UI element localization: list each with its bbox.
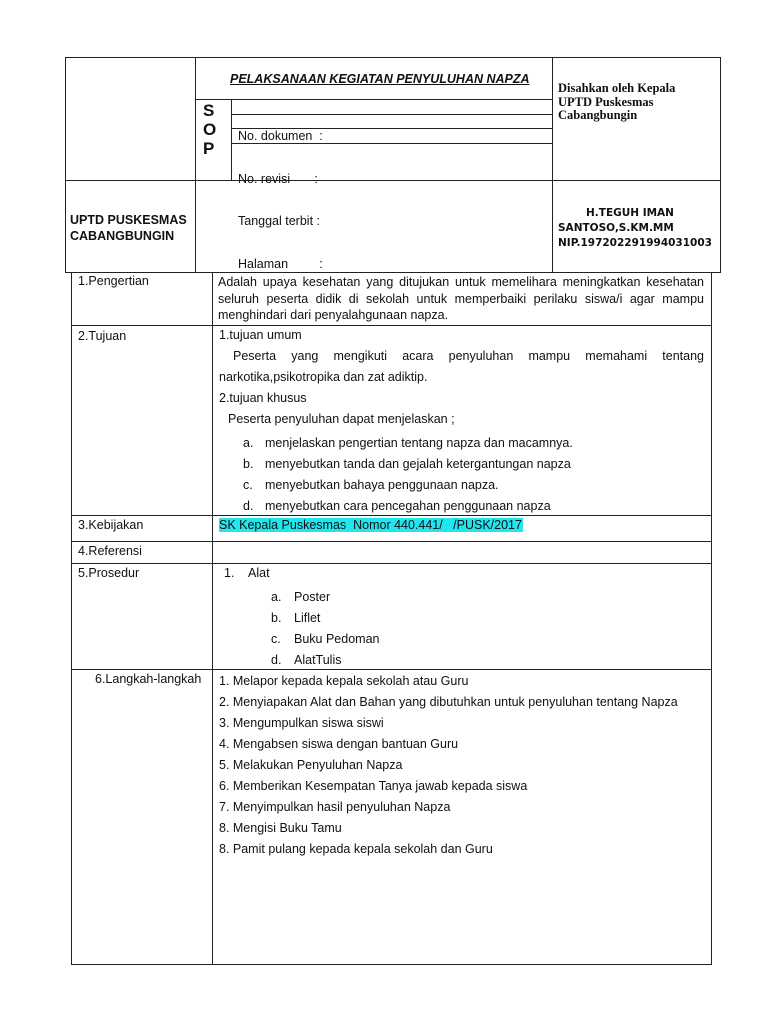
prosedur-list — [271, 587, 379, 671]
body-border-left — [71, 272, 72, 965]
label-tujuan: 2.Tujuan — [78, 329, 127, 343]
label-kebijakan: 3.Kebijakan — [78, 518, 144, 532]
row-divider — [71, 541, 712, 542]
langkah-list — [219, 671, 678, 860]
header-border-left — [65, 57, 66, 273]
list-text: menyebutkan bahaya penggunaan napza. — [265, 478, 499, 492]
doc-field-halaman: Halaman : — [238, 256, 323, 271]
sop-letter-divider — [231, 99, 232, 181]
header-divider-left — [195, 57, 196, 273]
row-divider — [71, 563, 712, 564]
pengertian-line: menghindari dari penyalahgunaan napza. — [218, 308, 449, 322]
doc-field-tanggal: Tanggal terbit : — [238, 214, 320, 228]
signatory-block — [558, 206, 718, 251]
header-border-mid — [65, 180, 721, 181]
sop-letter: O — [203, 120, 217, 139]
step-item: 2. Menyiapakan Alat dan Bahan yang dibutuhkan untuk penyuluhan tentang Napza — [219, 695, 678, 709]
step-item: 6. Memberikan Kesempatan Tanya jawab kepada siswa — [219, 779, 528, 793]
step-item: 1. Melapor kepada kepala sekolah atau Guru — [219, 674, 469, 688]
signatory-name-2: SANTOSO,S.KM.MM — [558, 222, 674, 234]
list-item — [271, 587, 379, 608]
institution-line: UPTD PUSKESMAS — [70, 213, 187, 227]
list-item — [271, 650, 379, 671]
list-text: menyebutkan cara pencegahan penggunaan napza — [265, 499, 551, 513]
approval-block — [558, 82, 675, 123]
body-border-right — [711, 272, 712, 965]
label-referensi: 4.Referensi — [78, 544, 142, 558]
kebijakan-text: SK Kepala Puskesmas Nomor 440.441/ /PUSK/2017 — [219, 518, 522, 532]
list-marker: a. — [243, 436, 254, 450]
label-langkah: 6.Langkah-langkah — [95, 672, 202, 686]
row-divider — [71, 325, 712, 326]
tujuan-umum-line: Peserta yang mengikuti acara penyuluhan mampu memahami tentang — [233, 349, 704, 363]
step-item: 3. Mengumpulkan siswa siswi — [219, 716, 384, 730]
label-pengertian: 1.Pengertian — [78, 274, 149, 288]
list-text: menjelaskan pengertian tentang napza dan macamnya. — [265, 436, 573, 450]
step-item: 5. Melakukan Penyuluhan Napza — [219, 758, 403, 772]
doc-fields — [238, 101, 323, 299]
signatory-nip: NIP.197202291994031003 — [558, 237, 712, 249]
list-text: menyebutkan tanda dan gejalah ketergantungan napza — [265, 457, 571, 471]
label-prosedur: 5.Prosedur — [78, 566, 140, 580]
tujuan-khusus-title: 2.tujuan khusus — [219, 391, 307, 405]
pengertian-line: Adalah upaya kesehatan yang ditujukan untuk memelihara meningkatkan kesehatan — [218, 275, 704, 289]
step-item: 8. Mengisi Buku Tamu — [219, 821, 342, 835]
list-item — [243, 433, 573, 454]
step-item: 4. Mengabsen siswa dengan bantuan Guru — [219, 737, 459, 751]
list-item — [243, 496, 573, 517]
signatory-name-1: H.TEGUH IMAN — [586, 207, 674, 219]
tujuan-khusus-list — [243, 433, 573, 517]
prosedur-heading — [224, 566, 270, 580]
sop-letters — [203, 101, 216, 158]
list-marker: d. — [271, 653, 282, 667]
sop-letter: S — [203, 101, 215, 120]
header-border-top — [65, 57, 721, 58]
sop-box-top — [195, 99, 552, 100]
list-marker: d. — [243, 499, 254, 513]
body-column-divider — [212, 272, 213, 965]
document-title: PELAKSANAAN KEGIATAN PENYULUHAN NAPZA — [230, 72, 530, 86]
header-divider-right — [552, 57, 553, 273]
list-marker: a. — [271, 590, 282, 604]
body-border-bottom — [71, 964, 712, 965]
list-text: Liflet — [294, 611, 321, 625]
list-item — [243, 454, 573, 475]
tujuan-khusus-intro: Peserta penyuluhan dapat menjelaskan ; — [228, 412, 455, 426]
list-text: Buku Pedoman — [294, 632, 380, 646]
step-item: 8. Pamit pulang kepada kepala sekolah dan Guru — [219, 842, 493, 856]
approval-line: Cabangbungin — [558, 108, 638, 122]
list-marker: c. — [243, 478, 253, 492]
doc-field-revisi: No. revisi : — [238, 171, 318, 186]
approval-line: UPTD Puskesmas — [558, 94, 654, 109]
list-item — [243, 475, 573, 496]
prosedur-heading-text: Alat — [248, 566, 270, 580]
list-text: AlatTulis — [294, 653, 342, 667]
institution-name — [70, 212, 187, 244]
pengertian-text — [218, 274, 704, 324]
step-item: 7. Menyimpulkan hasil penyuluhan Napza — [219, 800, 451, 814]
list-marker: c. — [271, 632, 281, 646]
sop-letter: P — [203, 139, 215, 158]
list-marker: b. — [243, 457, 254, 471]
list-item — [271, 629, 379, 650]
list-marker: 1. — [224, 566, 235, 580]
header-border-right — [720, 57, 721, 273]
list-text: Poster — [294, 590, 331, 604]
row-divider — [71, 669, 712, 670]
header-border-bottom — [65, 272, 721, 273]
pengertian-line: seluruh peserta didik di sekolah untuk memperbaiki perilaku siswa/i agar mampu — [218, 291, 704, 306]
list-item — [271, 608, 379, 629]
institution-line: CABANGBUNGIN — [70, 229, 175, 243]
list-marker: b. — [271, 611, 282, 625]
tujuan-umum-line: narkotika,psikotropika dan zat adiktip. — [219, 370, 428, 384]
approval-line: Disahkan oleh Kepala — [558, 81, 676, 95]
tujuan-umum-title: 1.tujuan umum — [219, 328, 302, 342]
doc-field-nomor: No. dokumen : — [238, 129, 323, 143]
